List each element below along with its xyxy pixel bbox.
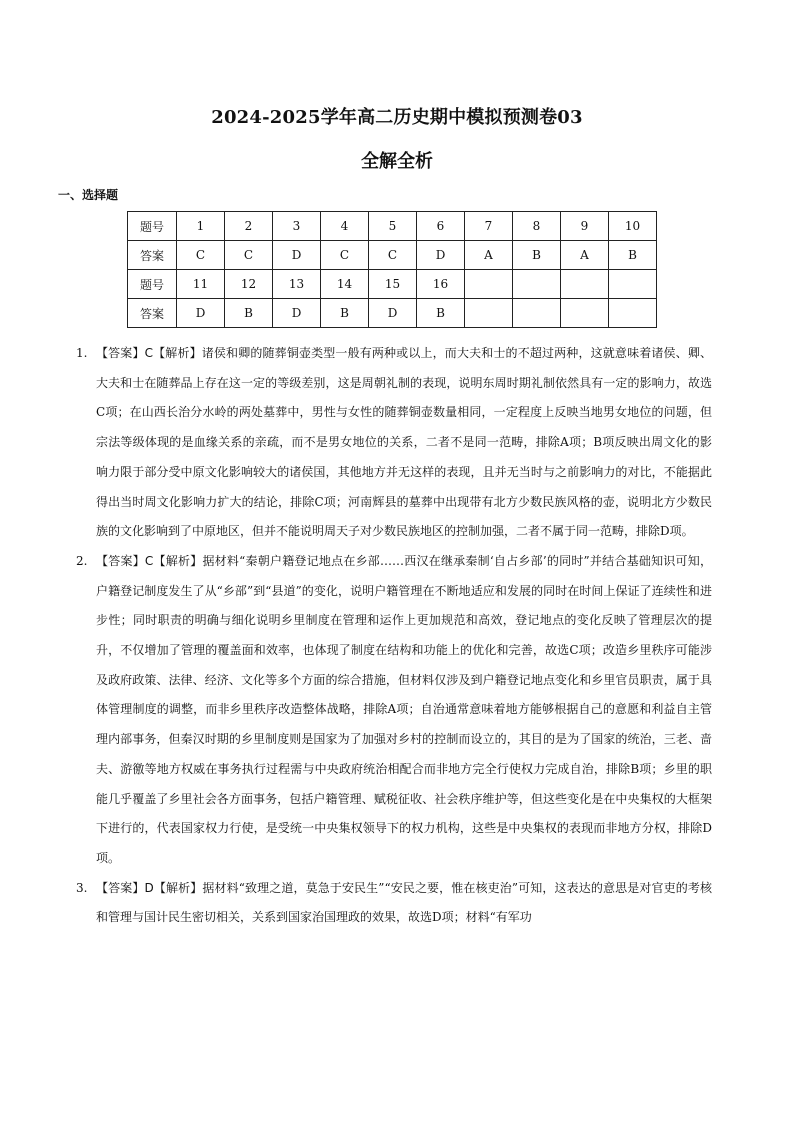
table-row — [128, 299, 657, 328]
table-cell: C — [369, 241, 417, 270]
table-cell — [513, 270, 561, 299]
table-cell: B — [513, 241, 561, 270]
table-row-header: 答案 — [128, 241, 177, 270]
table-cell: C — [177, 241, 225, 270]
table-row-header: 题号 — [128, 270, 177, 299]
table-cell: C — [321, 241, 369, 270]
table-cell: 4 — [321, 212, 369, 241]
answer-item-3 — [76, 874, 712, 933]
table-cell — [513, 299, 561, 328]
table-cell: 8 — [513, 212, 561, 241]
table-cell: 9 — [561, 212, 609, 241]
table-cell: D — [273, 241, 321, 270]
table-cell: B — [321, 299, 369, 328]
table-cell: C — [225, 241, 273, 270]
table-cell: B — [225, 299, 273, 328]
table-cell — [561, 270, 609, 299]
table-cell: A — [561, 241, 609, 270]
table-cell: 6 — [417, 212, 465, 241]
table-row — [128, 241, 657, 270]
table-cell — [609, 299, 657, 328]
answer-item-1 — [76, 339, 712, 547]
table-row — [128, 270, 657, 299]
answer-tag: 【答案】C【解析】 — [96, 553, 203, 568]
item-number: 2. — [76, 553, 88, 568]
table-cell: 15 — [369, 270, 417, 299]
table-cell — [465, 270, 513, 299]
table-cell: B — [609, 241, 657, 270]
item-number: 1. — [76, 346, 88, 360]
table-cell: 11 — [177, 270, 225, 299]
item-number: 3. — [76, 880, 88, 895]
table-cell: 12 — [225, 270, 273, 299]
explanation-text: 诸侯和卿的随葬铜壶类型一般有两种或以上，而大夫和士的不超过两种，这就意味着诸侯、卿、大夫和士在随葬品上存在这一定的等级差别，这是周朝礼制的表现，说明东周时期礼制依然具有一定的影响力，故选C项；在山西长治分水岭的两处墓葬中，男性与女性的随葬铜壶数量相同，一定程度上反映当地男女地位的问题，但宗法等级体现的是血缘关系的亲疏，而不是男女地位的关系，二者不是同一范畴，排除A项；B项反映出周文化的影响力限于部分受中原文化影响较大的诸侯国，其他地方并无这样的表现，且并无当时与之前影响力的对比，不能据此得出当时周文化影响力扩大的结论，排除C项；河南辉县的墓葬中出现带有北方少数民族风格的壶，说明北方少数民族的文化影响到了中原地区，但并不能说明周天子对少数民族地区的控制加强，二者不属于同一范畴，排除D项。 — [96, 346, 712, 539]
table-cell: A — [465, 241, 513, 270]
document-subtitle: 全解全析 — [361, 151, 433, 172]
table-row-header: 题号 — [128, 212, 177, 241]
table-row-header: 答案 — [128, 299, 177, 328]
answer-tag: 【答案】C【解析】 — [96, 346, 202, 360]
table-cell — [465, 299, 513, 328]
table-row — [128, 212, 657, 241]
table-cell — [609, 270, 657, 299]
answer-explanations — [76, 339, 712, 933]
table-cell: 13 — [273, 270, 321, 299]
table-cell: D — [417, 241, 465, 270]
explanation-text: 据材料“秦朝户籍登记地点在乡部……西汉在继承秦制‘自占乡部’的同时”并结合基础知识可知，户籍登记制度发生了从“乡部”到“县道”的变化，说明户籍管理在不断地适应和发展的同时在时间上保证了连续性和进步性；同时职责的明确与细化说明乡里制度在管理和运作上更加规范和高效，登记地点的变化反映了管理层次的提升，不仅增加了管理的覆盖面和效率，也体现了制度在结构和功能上的优化和完善，故选C项；改造乡里秩序可能涉及政府政策、法律、经济、文化等多个方面的综合措施，但材料仅涉及到户籍登记地点变化和乡里官员职责，属于具体管理制度的调整，而非乡里秩序改造整体战略，排除A项；自治通常意味着地方能够根据自己的意愿和利益自主管理内部事务，但秦汉时期的乡里制度则是国家为了加强对乡村的控制而设立的，其目的是为了国家的统治，三老、啬夫、游徼等地方权威在事务执行过程需与中央政府统治相配合而非地方完全行使权力完成自治，排除B项；乡里的职能几乎覆盖了乡里社会各方面事务，包括户籍管理、赋税征收、社会秩序维护等，但这些变化是在中央集权的大框架下进行的，代表国家权力行使，是受统一中央集权领导下的权力机构，这些是中央集权的表现而非地方分权，排除D项。 — [96, 553, 712, 865]
answer-table — [127, 211, 657, 328]
table-cell — [561, 299, 609, 328]
table-cell: 7 — [465, 212, 513, 241]
table-cell: D — [177, 299, 225, 328]
explanation-text: 据材料“致理之道，莫急于安民生”“安民之要，惟在核吏治”可知，这表达的意思是对官吏的考核和管理与国计民生密切相关，关系到国家治国理政的效果，故选D项；材料“有军功 — [96, 880, 712, 925]
table-cell: 2 — [225, 212, 273, 241]
table-cell: 14 — [321, 270, 369, 299]
table-cell: D — [273, 299, 321, 328]
table-cell: D — [369, 299, 417, 328]
table-cell: 3 — [273, 212, 321, 241]
section-heading: 一、选择题 — [58, 188, 119, 202]
table-cell: 16 — [417, 270, 465, 299]
answer-tag: 【答案】D【解析】 — [96, 880, 203, 895]
table-cell: 5 — [369, 212, 417, 241]
table-cell: 10 — [609, 212, 657, 241]
table-cell: B — [417, 299, 465, 328]
document-title: 2024-2025学年高二历史期中模拟预测卷03 — [211, 107, 583, 128]
table-cell: 1 — [177, 212, 225, 241]
answer-item-2 — [76, 547, 712, 874]
